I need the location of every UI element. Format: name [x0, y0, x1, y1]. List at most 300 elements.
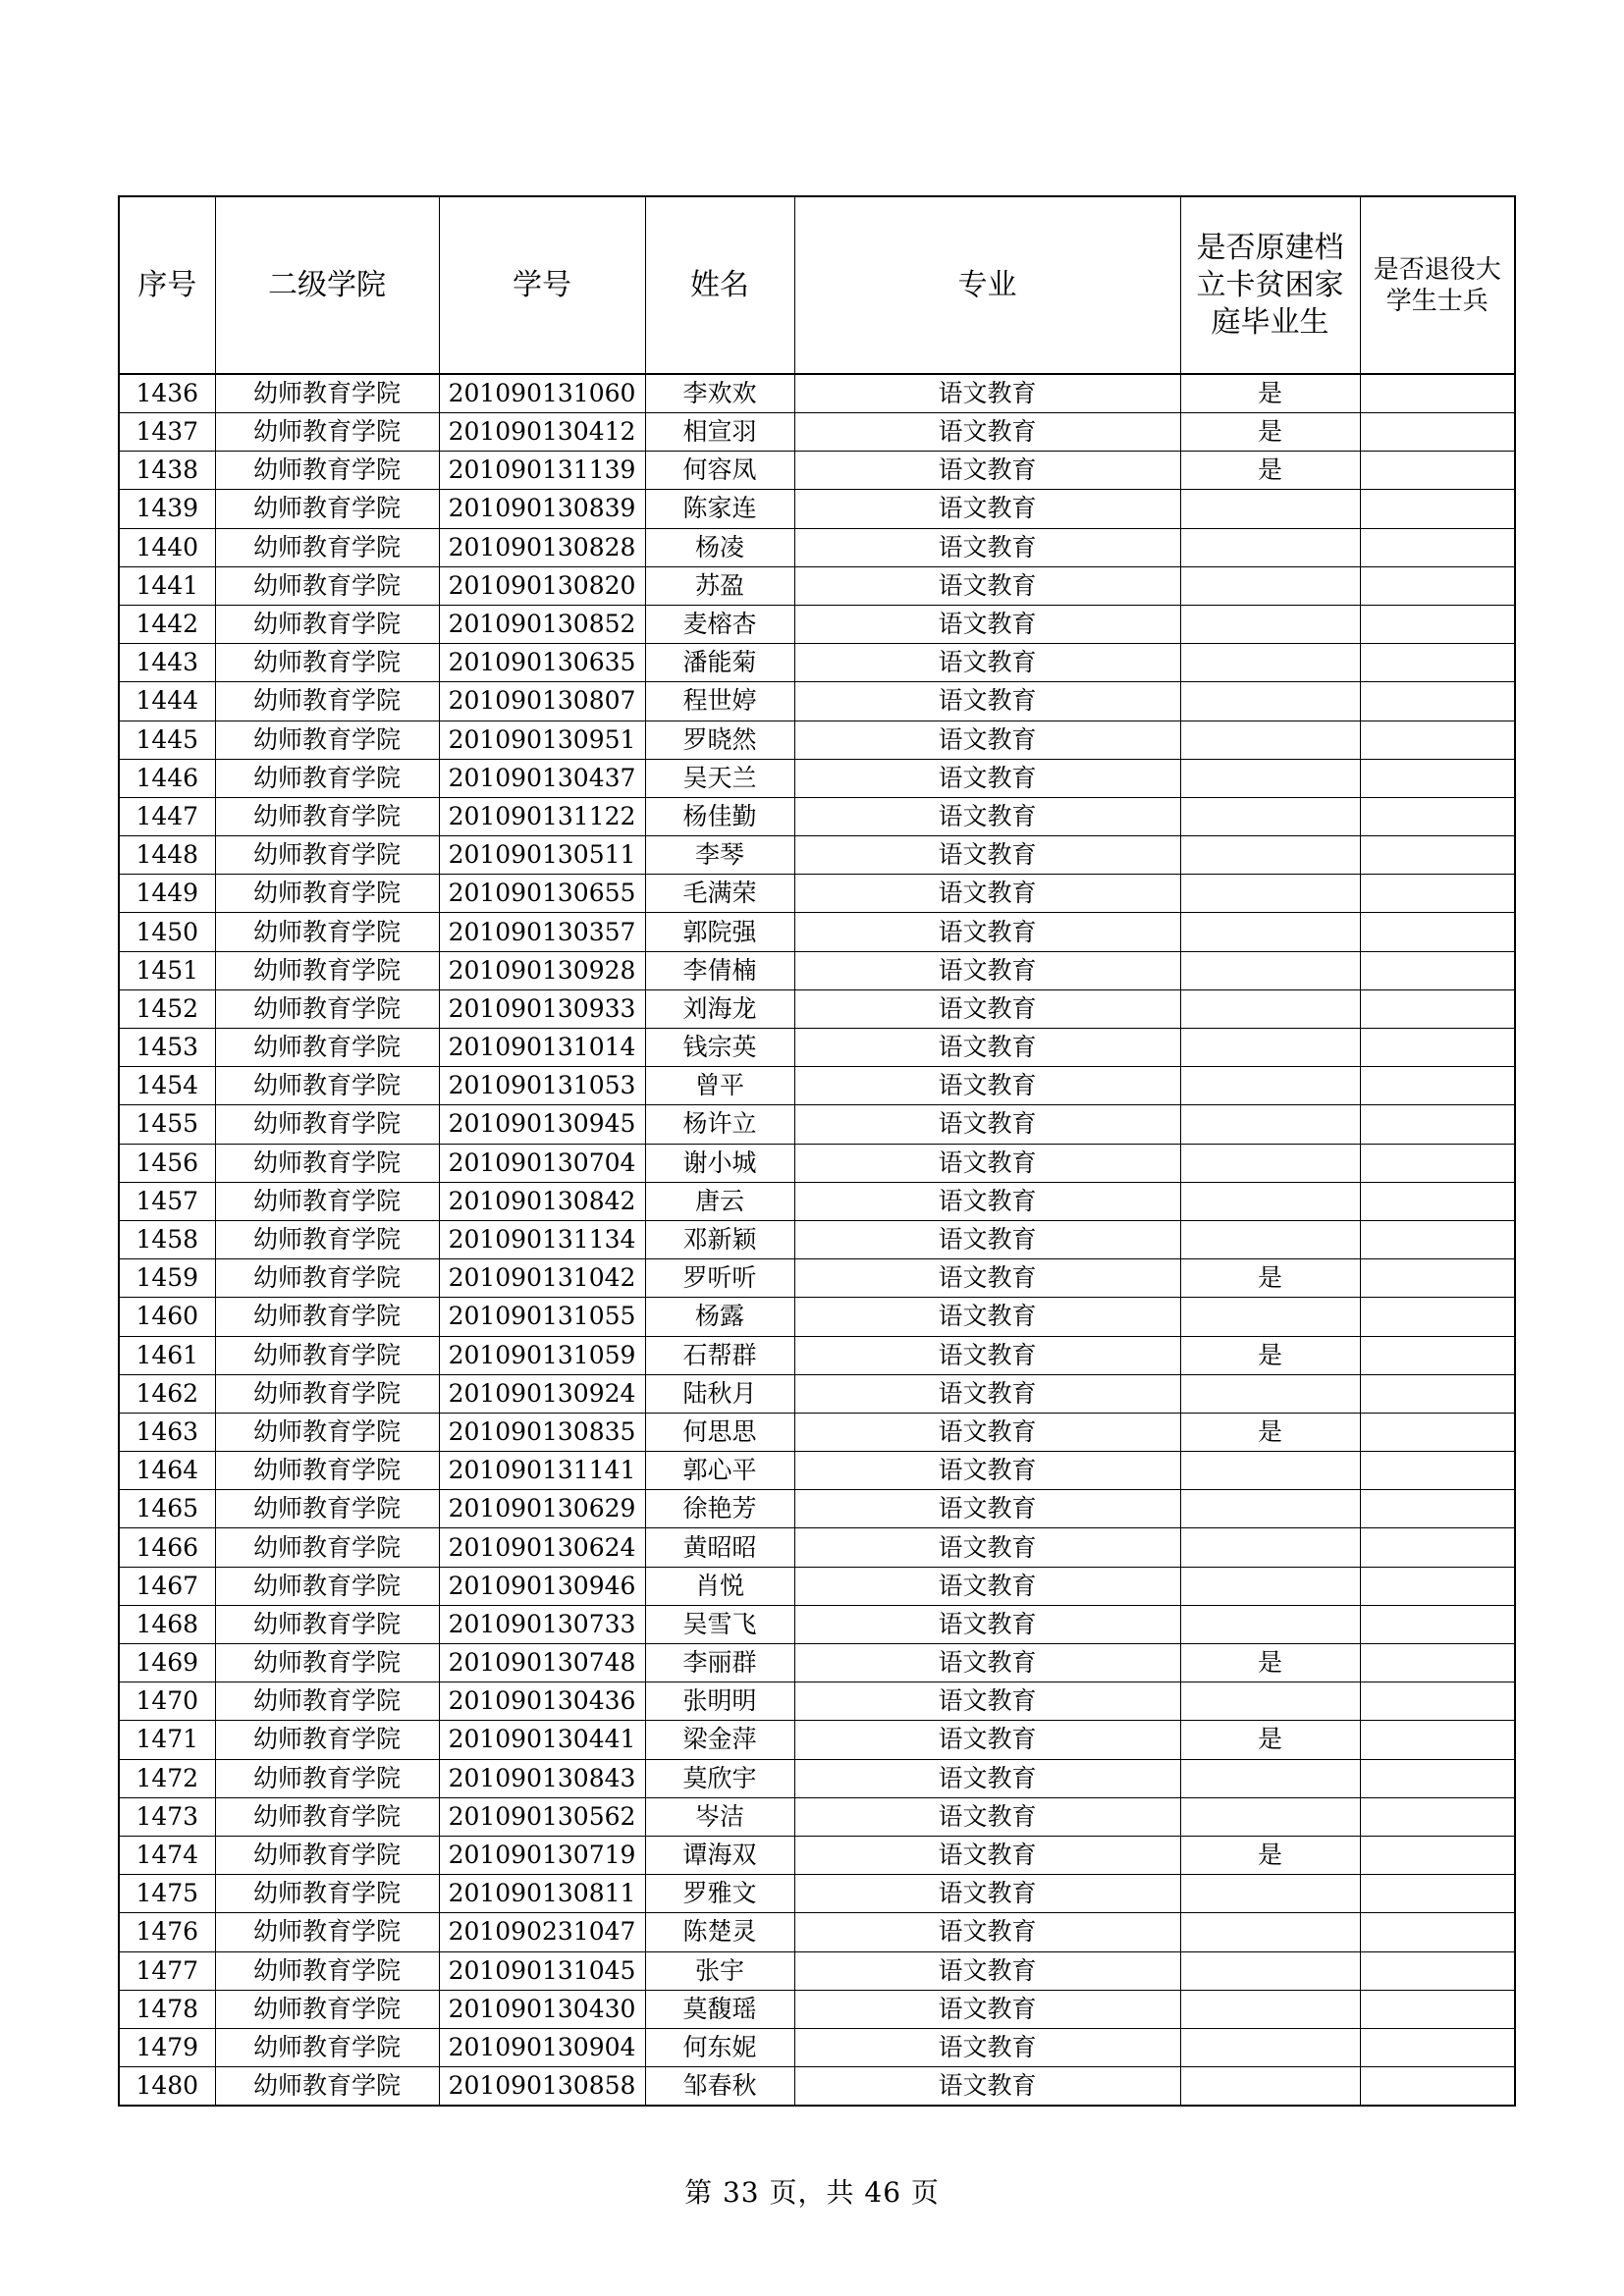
cell-name: 杨露 — [645, 1298, 794, 1336]
cell-name: 唐云 — [645, 1182, 794, 1220]
cell-index: 1442 — [119, 605, 215, 643]
table-row — [119, 1797, 1515, 1836]
cell-college: 幼师教育学院 — [215, 1990, 439, 2028]
cell-student-id: 201090131134 — [439, 1220, 645, 1258]
cell-student-id: 201090130945 — [439, 1105, 645, 1144]
cell-veteran — [1360, 2028, 1515, 2066]
cell-college: 幼师教育学院 — [215, 951, 439, 989]
cell-poverty: 是 — [1180, 1836, 1360, 1874]
cell-college: 幼师教育学院 — [215, 1682, 439, 1721]
cell-student-id: 201090130629 — [439, 1490, 645, 1528]
cell-major: 语文教育 — [794, 1990, 1180, 2028]
table-row — [119, 721, 1515, 759]
cell-index: 1458 — [119, 1220, 215, 1258]
table-row — [119, 875, 1515, 913]
cell-index: 1446 — [119, 759, 215, 797]
cell-veteran — [1360, 1029, 1515, 1067]
table-row — [119, 836, 1515, 875]
cell-name: 刘海龙 — [645, 989, 794, 1028]
table-row — [119, 1759, 1515, 1797]
table-row — [119, 1528, 1515, 1567]
cell-poverty — [1180, 1490, 1360, 1528]
cell-veteran — [1360, 452, 1515, 490]
cell-student-id: 201090131139 — [439, 452, 645, 490]
table-row — [119, 1567, 1515, 1605]
table-row — [119, 1336, 1515, 1374]
cell-veteran — [1360, 374, 1515, 413]
cell-index: 1451 — [119, 951, 215, 989]
cell-name: 陈家连 — [645, 490, 794, 528]
cell-index: 1441 — [119, 566, 215, 605]
table-row — [119, 1452, 1515, 1490]
cell-index: 1470 — [119, 1682, 215, 1721]
cell-poverty: 是 — [1180, 1721, 1360, 1759]
table-row — [119, 1374, 1515, 1413]
cell-name: 罗雅文 — [645, 1875, 794, 1913]
cell-veteran — [1360, 759, 1515, 797]
table-row — [119, 1220, 1515, 1258]
cell-veteran — [1360, 913, 1515, 951]
cell-poverty — [1180, 1067, 1360, 1105]
cell-poverty — [1180, 951, 1360, 989]
cell-index: 1480 — [119, 2067, 215, 2107]
cell-name: 徐艳芳 — [645, 1490, 794, 1528]
table-row — [119, 1951, 1515, 1990]
cell-college: 幼师教育学院 — [215, 1452, 439, 1490]
table-row — [119, 989, 1515, 1028]
cell-student-id: 201090131014 — [439, 1029, 645, 1067]
cell-major: 语文教育 — [794, 1682, 1180, 1721]
table-row — [119, 1644, 1515, 1682]
cell-poverty: 是 — [1180, 1259, 1360, 1298]
cell-name: 梁金萍 — [645, 1721, 794, 1759]
cell-student-id: 201090130733 — [439, 1605, 645, 1643]
cell-name: 何东妮 — [645, 2028, 794, 2066]
table-row — [119, 452, 1515, 490]
cell-veteran — [1360, 1413, 1515, 1451]
cell-student-id: 201090131141 — [439, 1452, 645, 1490]
cell-name: 邓新颖 — [645, 1220, 794, 1258]
cell-major: 语文教育 — [794, 1374, 1180, 1413]
cell-college: 幼师教育学院 — [215, 490, 439, 528]
cell-poverty: 是 — [1180, 413, 1360, 452]
cell-index: 1471 — [119, 1721, 215, 1759]
cell-name: 何容凤 — [645, 452, 794, 490]
table-row — [119, 1836, 1515, 1874]
cell-student-id: 201090130933 — [439, 989, 645, 1028]
cell-name: 莫馥瑶 — [645, 1990, 794, 2028]
cell-poverty — [1180, 490, 1360, 528]
cell-poverty — [1180, 1990, 1360, 2028]
table-row — [119, 605, 1515, 643]
cell-index: 1465 — [119, 1490, 215, 1528]
cell-name: 罗听听 — [645, 1259, 794, 1298]
cell-major: 语文教育 — [794, 1836, 1180, 1874]
cell-college: 幼师教育学院 — [215, 1220, 439, 1258]
cell-poverty — [1180, 2067, 1360, 2107]
cell-student-id: 201090130441 — [439, 1721, 645, 1759]
cell-name: 邹春秋 — [645, 2067, 794, 2107]
cell-major: 语文教育 — [794, 797, 1180, 835]
cell-name: 李琴 — [645, 836, 794, 875]
cell-college: 幼师教育学院 — [215, 1836, 439, 1874]
cell-major: 语文教育 — [794, 1452, 1180, 1490]
cell-poverty — [1180, 1797, 1360, 1836]
cell-index: 1436 — [119, 374, 215, 413]
cell-college: 幼师教育学院 — [215, 759, 439, 797]
cell-poverty — [1180, 1759, 1360, 1797]
cell-college: 幼师教育学院 — [215, 1298, 439, 1336]
cell-college: 幼师教育学院 — [215, 1567, 439, 1605]
cell-major: 语文教育 — [794, 644, 1180, 682]
cell-poverty — [1180, 913, 1360, 951]
cell-major: 语文教育 — [794, 1029, 1180, 1067]
table-row — [119, 1259, 1515, 1298]
cell-poverty — [1180, 721, 1360, 759]
cell-name: 莫欣宇 — [645, 1759, 794, 1797]
cell-college: 幼师教育学院 — [215, 1259, 439, 1298]
cell-poverty — [1180, 1298, 1360, 1336]
cell-name: 程世婷 — [645, 682, 794, 721]
cell-college: 幼师教育学院 — [215, 1067, 439, 1105]
cell-index: 1447 — [119, 797, 215, 835]
cell-index: 1468 — [119, 1605, 215, 1643]
cell-college: 幼师教育学院 — [215, 797, 439, 835]
table-row — [119, 1029, 1515, 1067]
table-row — [119, 1875, 1515, 1913]
cell-major: 语文教育 — [794, 528, 1180, 566]
cell-student-id: 201090131060 — [439, 374, 645, 413]
cell-college: 幼师教育学院 — [215, 644, 439, 682]
cell-veteran — [1360, 1836, 1515, 1874]
cell-student-id: 201090130807 — [439, 682, 645, 721]
cell-veteran — [1360, 1067, 1515, 1105]
cell-index: 1443 — [119, 644, 215, 682]
cell-major: 语文教育 — [794, 682, 1180, 721]
table-row — [119, 374, 1515, 413]
cell-name: 杨佳勤 — [645, 797, 794, 835]
cell-veteran — [1360, 1298, 1515, 1336]
cell-major: 语文教育 — [794, 1490, 1180, 1528]
cell-major: 语文教育 — [794, 913, 1180, 951]
cell-poverty — [1180, 797, 1360, 835]
cell-veteran — [1360, 721, 1515, 759]
cell-major: 语文教育 — [794, 1144, 1180, 1182]
cell-college: 幼师教育学院 — [215, 2028, 439, 2066]
cell-index: 1464 — [119, 1452, 215, 1490]
table-row — [119, 413, 1515, 452]
header-veteran: 是否退役大学生士兵 — [1360, 196, 1515, 374]
cell-college: 幼师教育学院 — [215, 836, 439, 875]
cell-major: 语文教育 — [794, 1220, 1180, 1258]
cell-index: 1453 — [119, 1029, 215, 1067]
table-row — [119, 566, 1515, 605]
cell-veteran — [1360, 490, 1515, 528]
cell-index: 1455 — [119, 1105, 215, 1144]
cell-poverty: 是 — [1180, 1413, 1360, 1451]
cell-veteran — [1360, 605, 1515, 643]
cell-major: 语文教育 — [794, 1413, 1180, 1451]
cell-student-id: 201090130928 — [439, 951, 645, 989]
cell-name: 郭院强 — [645, 913, 794, 951]
cell-major: 语文教育 — [794, 1759, 1180, 1797]
cell-poverty — [1180, 1029, 1360, 1067]
cell-index: 1460 — [119, 1298, 215, 1336]
cell-veteran — [1360, 1875, 1515, 1913]
cell-index: 1438 — [119, 452, 215, 490]
table-row — [119, 1298, 1515, 1336]
cell-veteran — [1360, 528, 1515, 566]
cell-veteran — [1360, 1567, 1515, 1605]
cell-index: 1440 — [119, 528, 215, 566]
cell-poverty — [1180, 989, 1360, 1028]
cell-student-id: 201090130842 — [439, 1182, 645, 1220]
cell-student-id: 201090130811 — [439, 1875, 645, 1913]
cell-college: 幼师教育学院 — [215, 528, 439, 566]
cell-college: 幼师教育学院 — [215, 1644, 439, 1682]
cell-name: 曾平 — [645, 1067, 794, 1105]
cell-major: 语文教育 — [794, 1721, 1180, 1759]
cell-name: 何思思 — [645, 1413, 794, 1451]
cell-veteran — [1360, 989, 1515, 1028]
table-row — [119, 528, 1515, 566]
cell-index: 1437 — [119, 413, 215, 452]
table-row — [119, 1990, 1515, 2028]
cell-poverty — [1180, 528, 1360, 566]
cell-veteran — [1360, 1452, 1515, 1490]
cell-student-id: 201090130852 — [439, 605, 645, 643]
cell-name: 罗晓然 — [645, 721, 794, 759]
cell-major: 语文教育 — [794, 1298, 1180, 1336]
cell-name: 杨许立 — [645, 1105, 794, 1144]
cell-college: 幼师教育学院 — [215, 1374, 439, 1413]
cell-student-id: 201090130624 — [439, 1528, 645, 1567]
table-body — [119, 374, 1515, 2106]
cell-index: 1476 — [119, 1913, 215, 1951]
table-row — [119, 1067, 1515, 1105]
cell-major: 语文教育 — [794, 566, 1180, 605]
cell-name: 吴雪飞 — [645, 1605, 794, 1643]
cell-college: 幼师教育学院 — [215, 1336, 439, 1374]
cell-poverty — [1180, 2028, 1360, 2066]
cell-poverty — [1180, 1105, 1360, 1144]
table-row — [119, 644, 1515, 682]
cell-name: 肖悦 — [645, 1567, 794, 1605]
cell-major: 语文教育 — [794, 989, 1180, 1028]
cell-student-id: 201090130835 — [439, 1413, 645, 1451]
cell-poverty — [1180, 1182, 1360, 1220]
header-poverty: 是否原建档立卡贫困家庭毕业生 — [1180, 196, 1360, 374]
cell-index: 1454 — [119, 1067, 215, 1105]
cell-index: 1474 — [119, 1836, 215, 1874]
cell-index: 1461 — [119, 1336, 215, 1374]
table-row — [119, 490, 1515, 528]
cell-college: 幼师教育学院 — [215, 1528, 439, 1567]
cell-student-id: 201090130704 — [439, 1144, 645, 1182]
cell-student-id: 201090130858 — [439, 2067, 645, 2107]
table-row — [119, 1144, 1515, 1182]
table-row — [119, 1913, 1515, 1951]
cell-student-id: 201090130436 — [439, 1682, 645, 1721]
table-row — [119, 2067, 1515, 2107]
cell-index: 1457 — [119, 1182, 215, 1220]
cell-student-id: 201090130635 — [439, 644, 645, 682]
cell-student-id: 201090130562 — [439, 1797, 645, 1836]
cell-college: 幼师教育学院 — [215, 1144, 439, 1182]
page-number: 第 33 页，共 46 页 — [684, 2176, 940, 2209]
cell-poverty: 是 — [1180, 452, 1360, 490]
cell-name: 麦榕杏 — [645, 605, 794, 643]
cell-index: 1477 — [119, 1951, 215, 1990]
cell-major: 语文教育 — [794, 490, 1180, 528]
cell-major: 语文教育 — [794, 1644, 1180, 1682]
table-row — [119, 1105, 1515, 1144]
cell-poverty — [1180, 1875, 1360, 1913]
cell-major: 语文教育 — [794, 1336, 1180, 1374]
cell-student-id: 201090130828 — [439, 528, 645, 566]
cell-student-id: 201090131122 — [439, 797, 645, 835]
cell-index: 1462 — [119, 1374, 215, 1413]
cell-veteran — [1360, 875, 1515, 913]
cell-poverty — [1180, 836, 1360, 875]
cell-name: 岑洁 — [645, 1797, 794, 1836]
cell-index: 1466 — [119, 1528, 215, 1567]
table-row — [119, 682, 1515, 721]
cell-veteran — [1360, 1259, 1515, 1298]
cell-veteran — [1360, 797, 1515, 835]
cell-major: 语文教育 — [794, 951, 1180, 989]
cell-poverty — [1180, 1913, 1360, 1951]
cell-major: 语文教育 — [794, 374, 1180, 413]
cell-index: 1448 — [119, 836, 215, 875]
cell-student-id: 201090131042 — [439, 1259, 645, 1298]
cell-student-id: 201090130820 — [439, 566, 645, 605]
cell-student-id: 201090131055 — [439, 1298, 645, 1336]
table-row — [119, 1605, 1515, 1643]
cell-veteran — [1360, 1490, 1515, 1528]
cell-major: 语文教育 — [794, 836, 1180, 875]
cell-student-id: 201090130748 — [439, 1644, 645, 1682]
cell-index: 1444 — [119, 682, 215, 721]
cell-college: 幼师教育学院 — [215, 566, 439, 605]
cell-name: 李丽群 — [645, 1644, 794, 1682]
cell-index: 1439 — [119, 490, 215, 528]
cell-veteran — [1360, 682, 1515, 721]
cell-major: 语文教育 — [794, 1913, 1180, 1951]
table-row — [119, 1413, 1515, 1451]
cell-college: 幼师教育学院 — [215, 1913, 439, 1951]
cell-name: 陈楚灵 — [645, 1913, 794, 1951]
header-major: 专业 — [794, 196, 1180, 374]
cell-index: 1452 — [119, 989, 215, 1028]
cell-major: 语文教育 — [794, 1182, 1180, 1220]
cell-name: 谭海双 — [645, 1836, 794, 1874]
cell-student-id: 201090131045 — [439, 1951, 645, 1990]
cell-poverty — [1180, 759, 1360, 797]
cell-poverty — [1180, 1374, 1360, 1413]
cell-veteran — [1360, 1336, 1515, 1374]
cell-veteran — [1360, 1220, 1515, 1258]
cell-college: 幼师教育学院 — [215, 1759, 439, 1797]
cell-student-id: 201090130839 — [439, 490, 645, 528]
table-row — [119, 913, 1515, 951]
cell-poverty — [1180, 875, 1360, 913]
cell-college: 幼师教育学院 — [215, 1413, 439, 1451]
cell-poverty — [1180, 1951, 1360, 1990]
table-row — [119, 797, 1515, 835]
cell-student-id: 201090130951 — [439, 721, 645, 759]
cell-veteran — [1360, 1605, 1515, 1643]
cell-name: 张宇 — [645, 1951, 794, 1990]
cell-major: 语文教育 — [794, 759, 1180, 797]
cell-name: 陆秋月 — [645, 1374, 794, 1413]
cell-major: 语文教育 — [794, 1567, 1180, 1605]
cell-index: 1456 — [119, 1144, 215, 1182]
cell-name: 苏盈 — [645, 566, 794, 605]
cell-student-id: 201090130437 — [439, 759, 645, 797]
cell-veteran — [1360, 1951, 1515, 1990]
cell-college: 幼师教育学院 — [215, 1105, 439, 1144]
cell-college: 幼师教育学院 — [215, 1721, 439, 1759]
table-row — [119, 2028, 1515, 2066]
cell-name: 谢小城 — [645, 1144, 794, 1182]
cell-index: 1467 — [119, 1567, 215, 1605]
cell-poverty — [1180, 644, 1360, 682]
cell-veteran — [1360, 566, 1515, 605]
graduate-roster-table — [118, 195, 1516, 2107]
cell-major: 语文教育 — [794, 1067, 1180, 1105]
cell-name: 潘能菊 — [645, 644, 794, 682]
cell-student-id: 201090130430 — [439, 1990, 645, 2028]
cell-index: 1473 — [119, 1797, 215, 1836]
cell-college: 幼师教育学院 — [215, 913, 439, 951]
cell-major: 语文教育 — [794, 1875, 1180, 1913]
cell-index: 1445 — [119, 721, 215, 759]
table-row — [119, 759, 1515, 797]
cell-student-id: 201090130412 — [439, 413, 645, 452]
cell-college: 幼师教育学院 — [215, 989, 439, 1028]
cell-major: 语文教育 — [794, 2028, 1180, 2066]
cell-poverty — [1180, 1528, 1360, 1567]
cell-index: 1472 — [119, 1759, 215, 1797]
cell-student-id: 201090231047 — [439, 1913, 645, 1951]
cell-college: 幼师教育学院 — [215, 413, 439, 452]
cell-college: 幼师教育学院 — [215, 2067, 439, 2107]
cell-college: 幼师教育学院 — [215, 1797, 439, 1836]
table-row — [119, 951, 1515, 989]
cell-veteran — [1360, 1105, 1515, 1144]
cell-name: 石帮群 — [645, 1336, 794, 1374]
cell-poverty — [1180, 1452, 1360, 1490]
cell-veteran — [1360, 644, 1515, 682]
cell-major: 语文教育 — [794, 1259, 1180, 1298]
table-row — [119, 1721, 1515, 1759]
cell-major: 语文教育 — [794, 875, 1180, 913]
cell-college: 幼师教育学院 — [215, 682, 439, 721]
cell-name: 杨凌 — [645, 528, 794, 566]
cell-student-id: 201090130946 — [439, 1567, 645, 1605]
cell-veteran — [1360, 951, 1515, 989]
cell-name: 毛满荣 — [645, 875, 794, 913]
cell-veteran — [1360, 1913, 1515, 1951]
cell-index: 1449 — [119, 875, 215, 913]
cell-veteran — [1360, 1759, 1515, 1797]
cell-college: 幼师教育学院 — [215, 452, 439, 490]
cell-student-id: 201090130511 — [439, 836, 645, 875]
cell-student-id: 201090131053 — [439, 1067, 645, 1105]
cell-student-id: 201090130924 — [439, 1374, 645, 1413]
table-row — [119, 1490, 1515, 1528]
